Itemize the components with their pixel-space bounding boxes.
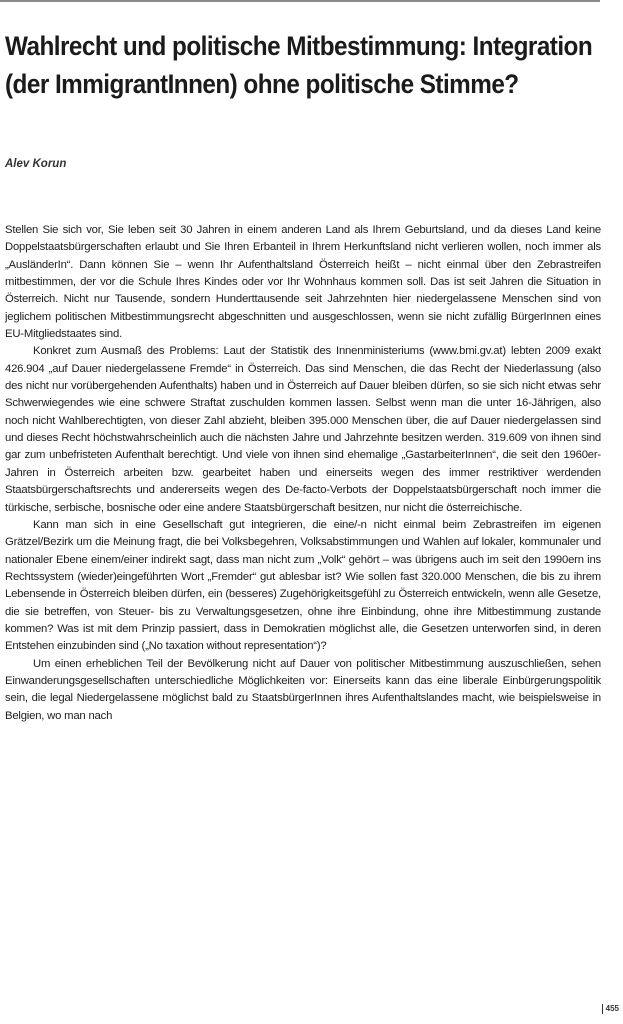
- paragraph-3: Kann man sich in eine Gesellschaft gut integrieren, die eine/-n nicht einmal beim Zebrastreifen im eigenen Grätzel/Bezirk um die Meinung fragt, die bei Volksbegehren, Volksabstimmungen und Wahlen auf lokaler, kommunaler und nationaler Ebene einem/einer indirekt sagt, dass man nicht zum „Volk“ gehört – was übrigens auch im seit den 1990ern ins Rechtssystem (wieder)eingeführten Wort „Fremder“ gut ablesbar ist? Wie sollen fast 320.000 Menschen, die bis zu ihrem Lebensende in Österreich bleiben dürfen, ein (besseres) Zugehörigkeitsgefühl zu Österreich entwickeln, wenn alle Gesetze, die sie betreffen, von Steuer- bis zu Verwaltungsgesetzen, ohne ihre Einbindung, ohne ihre Mitbestimmung zustande kommen? Was ist mit dem Prinzip passiert, dass in Demokratien möglichst alle, die Gesetzen unterworfen sind, in deren Entstehen einzubinden sind („No taxation without representation“)?: [5, 518, 601, 653]
- article-body: [5, 222, 601, 725]
- paragraph-4: Um einen erheblichen Teil der Bevölkerung nicht auf Dauer von politischer Mitbestimmung auszuschließen, sehen Einwanderungsgesellschaften unterschiedliche Möglichkeiten vor: Einerseits kann das eine liberale Einbürgerungspolitik sein, die legal Niedergelassene möglichst bald zu StaatsbürgerInnen ihres Aufenthaltslandes macht, wie beispielsweise in Belgien, wo man nach: [5, 657, 601, 722]
- paragraph-2: Konkret zum Ausmaß des Problems: Laut der Statistik des Innenministeriums (www.bmi.gv.at) lebten 2009 exakt 426.904 „auf Dauer niedergelassene Fremde“ in Österreich. Das sind Menschen, die das Recht der Niederlassung (also des nicht nur vorübergehenden Aufenthalts) haben und in Österreich auf Dauer bleiben dürfen, so sie sich nicht etwas sehr Schwerwiegendes wie eine schwere Straftat zuschulden kommen lassen. Selbst wenn man die unter 16-Jährigen, also noch nicht Wahlberechtigten, von dieser Zahl abzieht, bleiben 395.000 Menschen über, die auf Dauer niedergelassen sind und dieses Recht höchstwahrscheinlich auch die nächsten Jahre und Jahrzehnte besitzen werden. 319.609 von ihnen sind gar zum unbefristeten Aufenthalt berechtigt. Und viele von ihnen sind ehemalige „GastarbeiterInnen“, die seit den 1960er-Jahren in Österreich arbeiten bzw. gearbeitet haben und einerseits wegen des immer restriktiver werdenden Staatsbürgerschaftsrechts und andererseits wegen des De-facto-Verbots der Doppelstaatsbürgerschaft noch immer die türkische, serbische, bosnische oder eine andere Staatsbürgerschaft besitzen, nur nicht die österreichische.: [5, 345, 601, 514]
- page-number: 455: [602, 1004, 619, 1014]
- paragraph-1: Stellen Sie sich vor, Sie leben seit 30 Jahren in einem anderen Land als Ihrem Geburtsland, und da dieses Land keine Doppelstaatsbürgerschaften erlaubt und Sie Ihren Erbanteil in Ihrem Herkunftsland nicht verlieren wollen, noch immer als „AusländerIn“. Dann können Sie – wenn Ihr Aufenthaltsland Österreich heißt – nicht einmal über den Zebrastreifen mitbestimmen, der vor die Schule Ihres Kindes oder vor Ihr Wohnhaus kommen soll. Das ist seit Jahren die Situation in Österreich. Nicht nur Tausende, sondern Hunderttausende seit Jahrzehnten hier niedergelassene Menschen sind von jeglichem politischen Mitbestimmungsrecht abgeschnitten und ausgeschlossen, wenn sie nicht zufällig BürgerInnen eines EU-Mitgliedstaates sind.: [5, 224, 601, 341]
- top-rule: [0, 0, 600, 2]
- author-name: Alev Korun: [5, 158, 67, 170]
- article-title: Wahlrecht und politische Mitbestimmung: Integration (der ImmigrantInnen) ohne politische Stimme?: [5, 31, 593, 99]
